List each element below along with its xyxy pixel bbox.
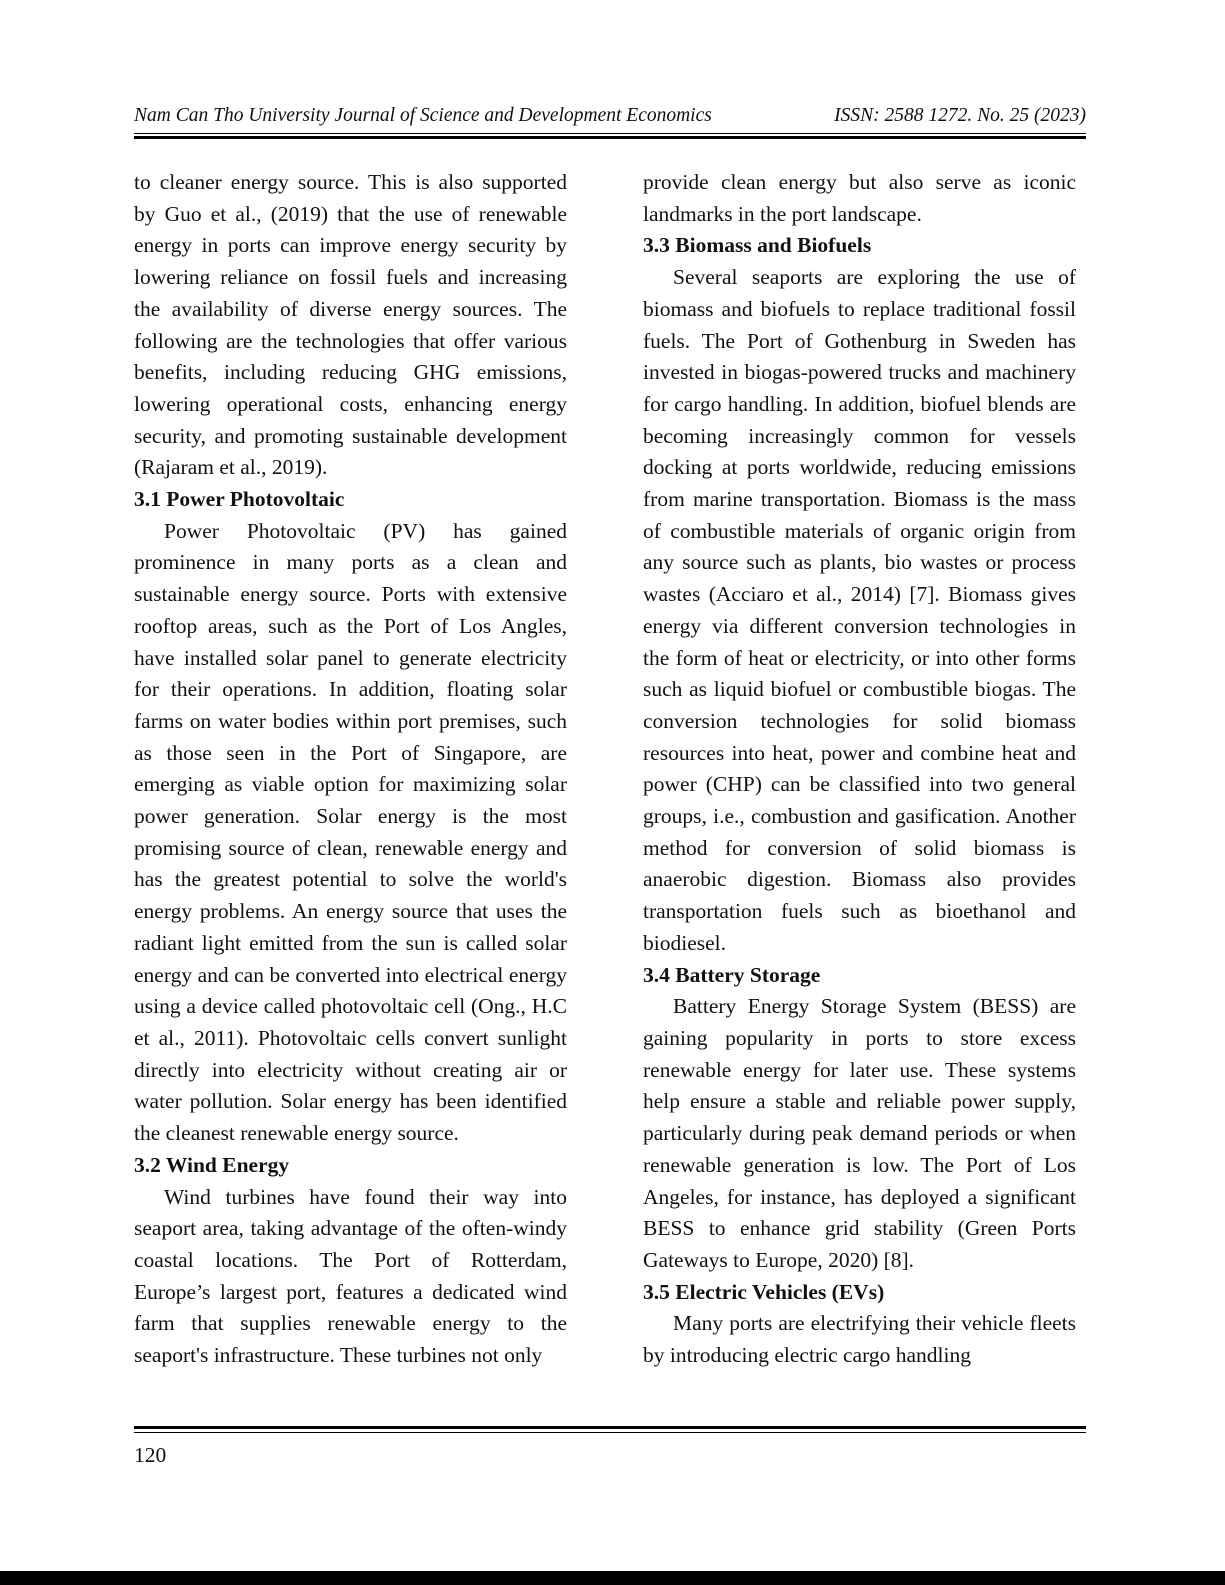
left-column bbox=[134, 167, 567, 1372]
page-number: 120 bbox=[134, 1443, 167, 1467]
paragraph-intro-continued: to cleaner energy source. This is also supported by Guo et al., (2019) that the use of renewable energy in ports can improve energy security by lowering reliance on fossil fuels and increasing the availability of diverse energy sources. The following are the technologies that offer various benefits, including reducing GHG emissions, lowering operational costs, enhancing energy security, and promoting sustainable development (Rajaram et al., 2019). bbox=[134, 170, 567, 480]
section-heading-3-5: 3.5 Electric Vehicles (EVs) bbox=[643, 1279, 885, 1304]
paragraph-biomass-biofuels: Several seaports are exploring the use of biomass and biofuels to replace traditional fossil fuels. The Port of Gothenburg in Sweden has invested in biogas-powered trucks and machinery for cargo handling. In addition, biofuel blends are becoming increasingly common for vessels docking at ports worldwide, reducing emissions from marine transportation. Biomass is the mass of combustible materials of organic origin from any source such as plants, bio wastes or process wastes (Acciaro et al., 2014) [7]. Biomass gives energy via different conversion technologies in the form of heat or electricity, or into other forms such as liquid biofuel or combustible biogas. The conversion technologies for solid biomass resources into heat, power and combine heat and power (CHP) can be classified into two general groups, i.e., combustion and gasification. Another method for conversion of solid biomass is anaerobic digestion. Biomass also provides transportation fuels such as bioethanol and biodiesel. bbox=[643, 265, 1076, 955]
section-heading-3-1: 3.1 Power Photovoltaic bbox=[134, 487, 345, 512]
paragraph-wind-continued: provide clean energy but also serve as iconic landmarks in the port landscape. bbox=[643, 170, 1076, 226]
paragraph-wind-energy: Wind turbines have found their way into seaport area, taking advantage of the often-windy coastal locations. The Port of Rotterdam, Europe’s largest port, features a dedicated wind farm that supplies renewable energy to the seaport's infrastructure. These turbines not only bbox=[134, 1184, 567, 1368]
paragraph-battery-storage: Battery Energy Storage System (BESS) are gaining popularity in ports to store excess renewable energy for later use. These systems help ensure a stable and reliable power supply, particularly during peak demand periods or when renewable generation is low. The Port of Los Angeles, for instance, has deployed a significant BESS to enhance grid stability (Green Ports Gateways to Europe, 2020) [8]. bbox=[643, 994, 1076, 1272]
paragraph-power-photovoltaic: Power Photovoltaic (PV) has gained prominence in many ports as a clean and sustainable energy source. Ports with extensive rooftop areas, such as the Port of Los Angles, have installed solar panel to generate electricity for their operations. In addition, floating solar farms on water bodies within port premises, such as those seen in the Port of Singapore, are emerging as viable option for maximizing solar power generation. Solar energy is the most promising source of clean, renewable energy and has the greatest potential to solve the world's energy problems. An energy source that uses the radiant light emitted from the sun is called solar energy and can be converted into electrical energy using a device called photovoltaic cell (Ong., H.C et al., 2011). Photovoltaic cells convert sunlight directly into electricity without creating air or water pollution. Solar energy has been identified the cleanest renewable energy source. bbox=[134, 518, 567, 1146]
scan-bottom-edge bbox=[0, 1571, 1225, 1585]
footer-rule-thin bbox=[134, 1432, 1086, 1433]
header-rule-thick bbox=[134, 136, 1086, 139]
paragraph-electric-vehicles: Many ports are electrifying their vehicle fleets by introducing electric cargo handling bbox=[643, 1311, 1076, 1368]
header-rule-thin bbox=[134, 133, 1086, 134]
section-heading-3-2: 3.2 Wind Energy bbox=[134, 1152, 290, 1177]
right-column bbox=[643, 167, 1076, 1372]
journal-title: Nam Can Tho University Journal of Science and Development Economics bbox=[134, 105, 712, 126]
section-heading-3-3: 3.3 Biomass and Biofuels bbox=[643, 233, 872, 258]
issn-issue: ISSN: 2588 1272. No. 25 (2023) bbox=[834, 105, 1086, 126]
footer-rule-thick bbox=[134, 1426, 1086, 1429]
section-heading-3-4: 3.4 Battery Storage bbox=[643, 962, 821, 987]
running-header bbox=[134, 102, 1086, 130]
